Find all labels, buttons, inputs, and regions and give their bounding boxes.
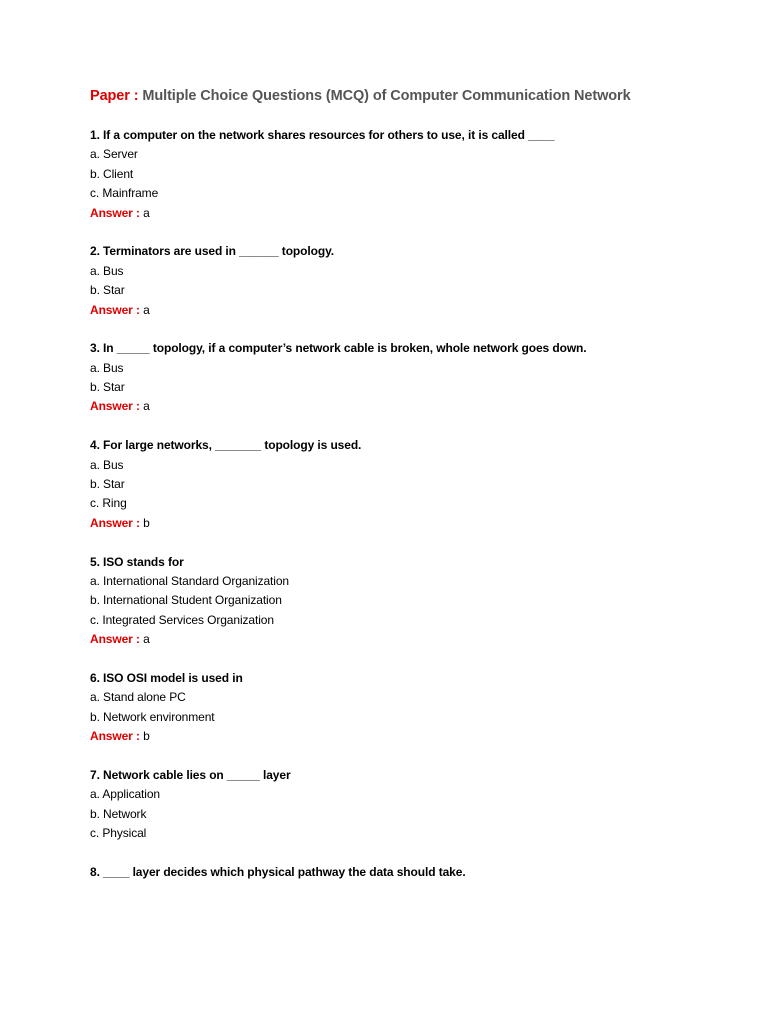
- question-text: 8. ____ layer decides which physical pathway the data should take.: [90, 864, 466, 879]
- answer-label: Answer :: [90, 205, 140, 220]
- answer-line: [90, 630, 730, 649]
- question-block: [90, 669, 730, 747]
- paper-title: [90, 88, 730, 104]
- question-text: 1. If a computer on the network shares resources for others to use, it is called ____: [90, 128, 555, 142]
- answer-label: Answer :: [90, 302, 140, 317]
- answer-option: a. Bus: [90, 457, 124, 472]
- answer-option: a. International Standard Organization: [90, 573, 289, 588]
- answer-value: b: [143, 729, 150, 744]
- question-block: [90, 339, 730, 417]
- answer-option: c. Ring: [90, 496, 127, 511]
- answer-label: Answer :: [90, 399, 140, 414]
- answer-value: a: [143, 302, 150, 317]
- answer-label: Answer :: [90, 729, 140, 744]
- answer-option: a. Bus: [90, 263, 124, 278]
- answer-option: b. Star: [90, 477, 125, 492]
- answer-option: c. Integrated Services Organization: [90, 612, 274, 627]
- paper-label: Paper :: [90, 88, 139, 104]
- question-block: [90, 766, 730, 844]
- answer-option: b. Network: [90, 806, 147, 821]
- answer-option: b. Star: [90, 380, 125, 395]
- answer-value: b: [143, 515, 150, 530]
- answer-option: c. Physical: [90, 826, 147, 841]
- answer-value: a: [143, 399, 150, 414]
- answer-line: [90, 514, 730, 533]
- paper-title-text: Multiple Choice Questions (MCQ) of Computer Communication Network: [142, 88, 631, 104]
- question-text: 5. ISO stands for: [90, 554, 184, 569]
- answer-line: [90, 727, 730, 746]
- answer-option: a. Server: [90, 147, 138, 162]
- answer-option: a. Stand alone PC: [90, 690, 186, 705]
- answer-option: b. International Student Organization: [90, 593, 282, 608]
- question-text: 3. In _____ topology, if a computer’s network cable is broken, whole network goes down.: [90, 341, 587, 356]
- answer-label: Answer :: [90, 632, 140, 647]
- answer-option: b. Star: [90, 283, 125, 298]
- answer-line: [90, 301, 730, 320]
- question-block: [90, 436, 730, 533]
- question-text: 7. Network cable lies on _____ layer: [90, 767, 291, 782]
- answer-option: a. Bus: [90, 360, 124, 375]
- answer-option: a. Application: [90, 787, 160, 802]
- answer-option: b. Network environment: [90, 709, 215, 724]
- answer-value: a: [143, 632, 150, 647]
- answer-option: c. Mainframe: [90, 186, 159, 201]
- question-block: [90, 242, 730, 320]
- question-block: [90, 126, 730, 223]
- answer-label: Answer :: [90, 515, 140, 530]
- document-page: [90, 88, 730, 902]
- question-list: [90, 126, 730, 882]
- question-block: [90, 553, 730, 650]
- question-text: 6. ISO OSI model is used in: [90, 670, 243, 685]
- answer-option: b. Client: [90, 166, 134, 181]
- answer-value: a: [143, 205, 150, 220]
- question-text: 4. For large networks, _______ topology is used.: [90, 438, 362, 453]
- question-text: 2. Terminators are used in ______ topology.: [90, 244, 335, 259]
- answer-line: [90, 397, 730, 416]
- answer-line: [90, 204, 730, 223]
- question-block: [90, 863, 730, 882]
